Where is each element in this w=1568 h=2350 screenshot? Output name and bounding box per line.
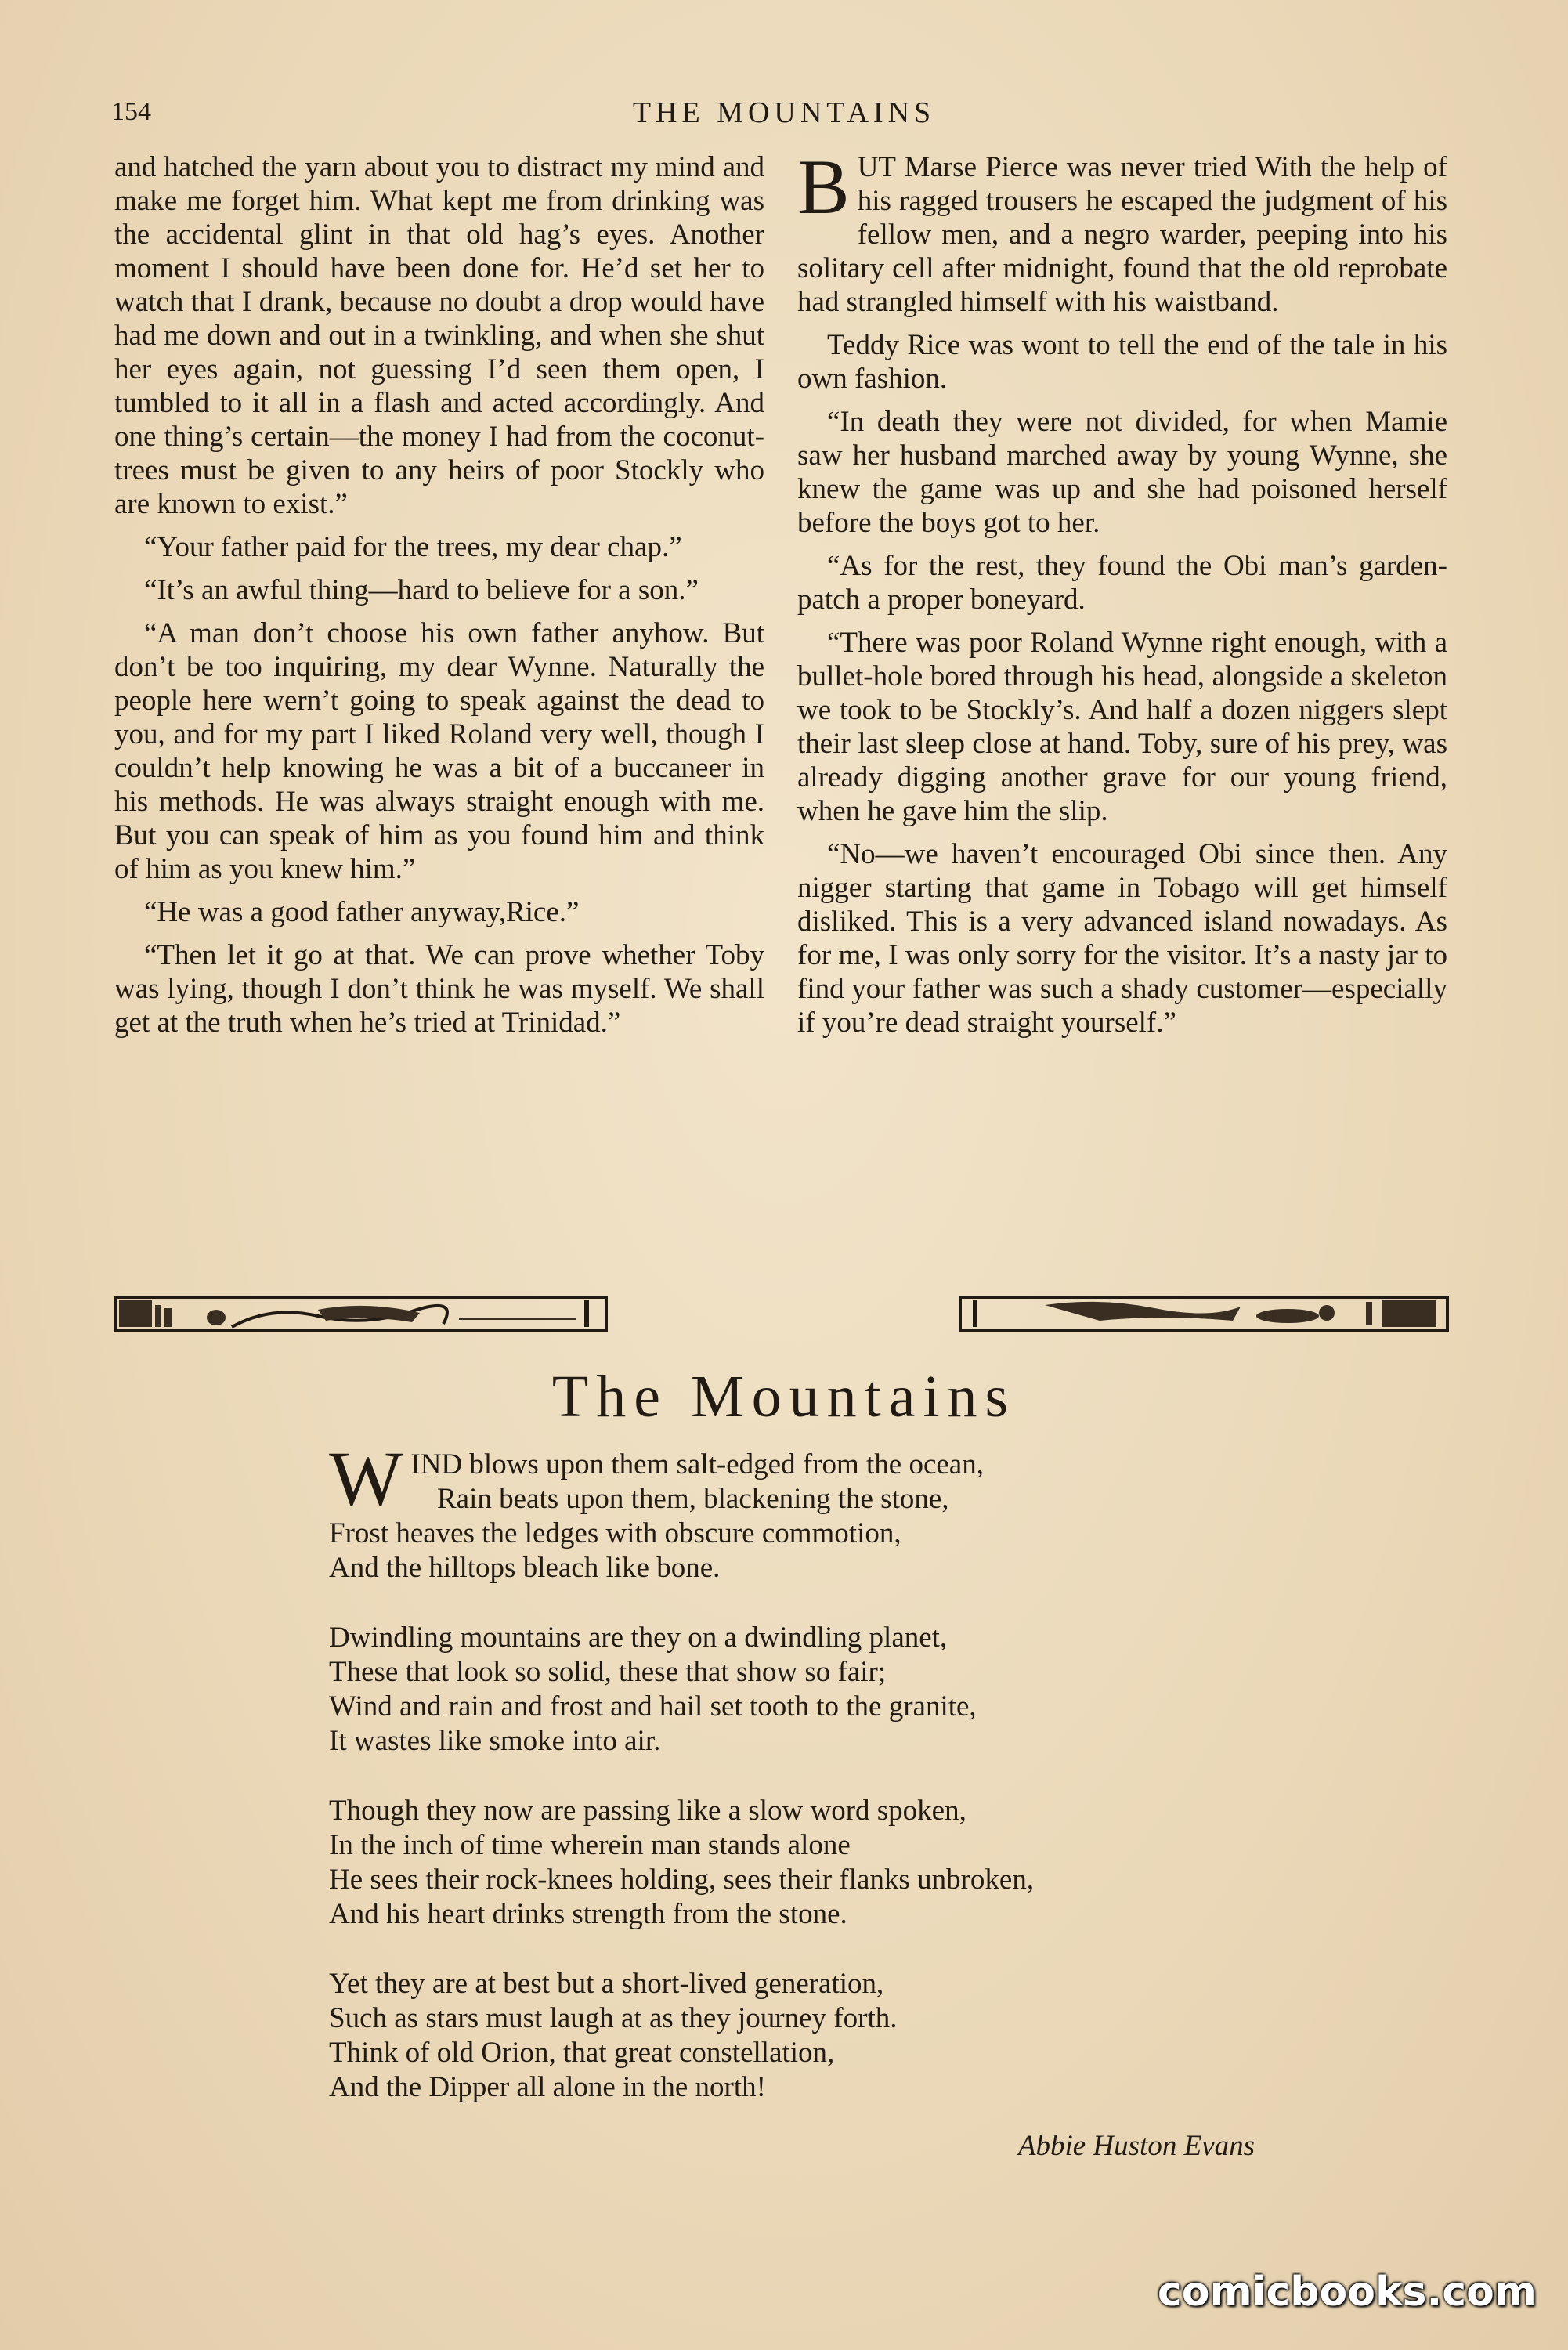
poem-line: These that look so solid, these that show so fair;: [329, 1656, 887, 1688]
paragraph-text: UT Marse Pierce was never tried With the help of his ragged trousers he escaped the judgment of his fellow men, and a negro warder, peeping into his solitary cell after midnight, found that the old reprobate had strangled himself with his waistband.: [797, 151, 1447, 318]
poem-line: Rain beats upon them, blackening the stone,: [437, 1483, 949, 1515]
paragraph: “Your father paid for the trees, my dear chap.”: [144, 531, 682, 563]
poem-stanza: [329, 1967, 1347, 2105]
poem-title: The Mountains: [551, 1364, 1017, 1430]
poem-line: Yet they are at best but a short-lived generation,: [329, 1968, 884, 2000]
poem-line: It wastes like smoke into air.: [329, 1725, 661, 1757]
poem-author: Abbie Huston Evans: [1017, 2130, 1255, 2162]
paragraph: [797, 143, 1447, 319]
paragraph: “Then let it go at that. We can prove whether Toby was lying, though I don’t think he was myself. We shall get at the truth when he’s tried at Trinidad.”: [114, 939, 764, 1039]
poem-stanza: [329, 1794, 1347, 1932]
page-number: 154: [111, 97, 151, 126]
site-watermark: comicbooks.com: [1157, 2269, 1537, 2316]
paragraph: “In death they were not divided, for when Mamie saw her husband marched away by young Wynne, she knew the game was up and she had poisoned herself before the boys got to her.: [797, 406, 1447, 539]
poem-body: [329, 1435, 1347, 2140]
paragraph: “As for the rest, they found the Obi man’s garden-patch a proper boneyard.: [797, 550, 1447, 616]
paragraph: “It’s an awful thing—hard to believe for a son.”: [144, 574, 699, 606]
drop-cap: W: [329, 1435, 403, 1522]
poem-line: Though they now are passing like a slow word spoken,: [329, 1795, 966, 1827]
poem-line: And his heart drinks strength from the stone.: [329, 1898, 847, 1930]
decorative-ornament-right: [959, 1294, 1449, 1333]
poem-line: In the inch of time wherein man stands alone: [329, 1829, 851, 1861]
story-right-column: [797, 143, 1447, 1049]
poem-line: Such as stars must laugh at as they journey forth.: [329, 2002, 898, 2034]
paragraph: “There was poor Roland Wynne right enough, with a bullet-hole bored through his head, alongside a skeleton we took to be Stockly’s. And half a dozen niggers slept their last sleep close at hand. Toby, sure of his prey, was already digging another grave for our young friend, when he gave him the slip.: [797, 627, 1447, 827]
paragraph: Teddy Rice was wont to tell the end of the tale in his own fashion.: [797, 329, 1447, 395]
decorative-ornament-left: [114, 1294, 608, 1333]
poem-line: And the Dipper all alone in the north!: [329, 2071, 766, 2103]
poem-line: Wind and rain and frost and hail set tooth to the granite,: [329, 1690, 977, 1723]
drop-cap: B: [797, 143, 850, 230]
paragraph: “No—we haven’t encouraged Obi since then. Any nigger starting that game in Tobago will get himself disliked. This is a very advanced island nowadays. As for me, I was only sorry for the visitor. It’s a nasty jar to find your father was such a shady customer—especially if you’re dead straight yourself.”: [797, 838, 1447, 1039]
story-left-column: [114, 150, 764, 1049]
poem-stanza: [329, 1621, 1347, 1759]
poem-line: Dwindling mountains are they on a dwindling planet,: [329, 1622, 948, 1654]
paragraph: “A man don’t choose his own father anyhow. But don’t be too inquiring, my dear Wynne. Naturally the people here wern’t going to speak against the dead to you, and for my part I liked Roland very well, though I couldn’t help knowing he was a bit of a buccaneer in his methods. He was always straight enough with me. But you can speak of him as you found him and think of him as you knew him.”: [114, 617, 764, 885]
poem-stanza: [329, 1435, 1347, 1585]
running-head: THE MOUNTAINS: [632, 96, 936, 129]
poem-line: And the hilltops bleach like bone.: [329, 1552, 721, 1584]
paragraph: and hatched the yarn about you to distract my mind and make me forget him. What kept me from drinking was the accidental glint in that old hag’s eyes. Another moment I should have been done for. He’d set her to watch that I drank, because no doubt a drop would have had me down and out in a twinkling, and when she shut her eyes again, not guessing I’d seen them open, I tumbled to it all in a flash and acted accordingly. And one thing’s certain—the money I had from the coconut-trees must be given to any heirs of poor Stockly who are known to exist.”: [114, 151, 764, 520]
poem-line: He sees their rock-knees holding, sees their flanks unbroken,: [329, 1864, 1035, 1896]
paragraph: “He was a good father anyway,Rice.”: [144, 896, 580, 928]
poem-line: Frost heaves the ledges with obscure commotion,: [329, 1517, 901, 1549]
poem-line: Think of old Orion, that great constellation,: [329, 2037, 835, 2069]
poem-line: IND blows upon them salt-edged from the ocean,: [410, 1448, 984, 1480]
